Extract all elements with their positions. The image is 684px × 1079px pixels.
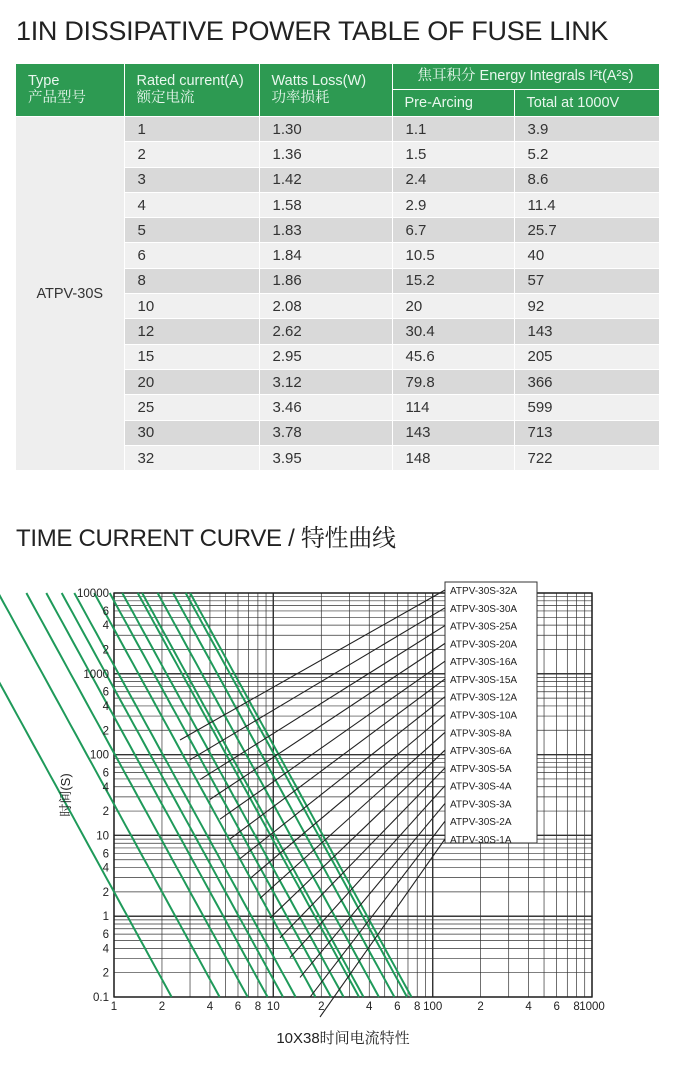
- cell-pre: 45.6: [392, 344, 514, 369]
- time-current-chart: [0, 560, 684, 1074]
- cell-loss: 3.46: [259, 395, 392, 420]
- legend-label: ATPV-30S-10A: [450, 710, 518, 722]
- cell-rated: 30: [124, 420, 259, 445]
- cell-total: 366: [514, 369, 659, 394]
- cell-pre: 1.1: [392, 117, 514, 142]
- x-tick-label: 2: [158, 1001, 166, 1013]
- y-tick-label: 4: [102, 700, 109, 713]
- cell-loss: 1.42: [259, 167, 392, 192]
- cell-loss: 1.83: [259, 218, 392, 243]
- y-tick-label: 0.1: [93, 992, 109, 1004]
- legend-leader-line: [190, 608, 445, 760]
- cell-loss: 2.62: [259, 319, 392, 344]
- legend-leader-line: [300, 803, 445, 977]
- cell-total: 5.2: [514, 142, 659, 167]
- y-tick-label: 6: [102, 848, 109, 861]
- cell-pre: 30.4: [392, 319, 514, 344]
- y-tick-label: 4: [102, 781, 109, 794]
- cell-rated: 25: [124, 395, 259, 420]
- x-tick-label: 1: [110, 1001, 118, 1013]
- cell-rated: 32: [124, 445, 259, 470]
- cell-rated: 12: [124, 319, 259, 344]
- curve-ATPV-30S-10A: [110, 593, 331, 997]
- curve-ATPV-30S-2A: [0, 593, 220, 997]
- legend-label: ATPV-30S-25A: [450, 621, 518, 633]
- cell-rated: 15: [124, 344, 259, 369]
- curve-ATPV-30S-20A: [158, 593, 379, 997]
- cell-pre: 20: [392, 294, 514, 319]
- header-pre-arcing: Pre-Arcing: [392, 90, 514, 117]
- curve-ATPV-30S-4A: [46, 593, 267, 997]
- header-energy-integrals: 焦耳积分 Energy Integrals I²t(A²s): [392, 64, 659, 90]
- header-type: Type 产品型号: [16, 64, 124, 117]
- cell-total: 11.4: [514, 192, 659, 217]
- cell-pre: 15.2: [392, 268, 514, 293]
- cell-total: 143: [514, 319, 659, 344]
- cell-loss: 1.58: [259, 192, 392, 217]
- cell-pre: 2.4: [392, 167, 514, 192]
- cell-rated: 10: [124, 294, 259, 319]
- y-tick-label: 2: [102, 644, 109, 657]
- y-axis-label: 时间(S): [58, 773, 73, 817]
- table-title: 1IN DISSIPATIVE POWER TABLE OF FUSE LINK: [16, 16, 609, 46]
- legend-label: ATPV-30S-20A: [450, 639, 518, 651]
- legend-label: ATPV-30S-4A: [450, 781, 512, 793]
- cell-loss: 3.12: [259, 369, 392, 394]
- type-cell: ATPV-30S: [16, 117, 124, 471]
- y-tick-label: 10000: [77, 588, 109, 600]
- curve-ATPV-30S-16A: [142, 593, 363, 997]
- cell-loss: 3.78: [259, 420, 392, 445]
- cell-loss: 2.95: [259, 344, 392, 369]
- header-watts-loss: Watts Loss(W) 功率损耗: [259, 64, 392, 117]
- y-tick-label: 2: [102, 886, 109, 899]
- cell-pre: 114: [392, 395, 514, 420]
- cell-rated: 6: [124, 243, 259, 268]
- cell-pre: 1.5: [392, 142, 514, 167]
- y-tick-label: 6: [102, 686, 109, 699]
- cell-rated: 8: [124, 268, 259, 293]
- y-tick-label: 4: [102, 862, 109, 875]
- x-tick-label: 4: [206, 1001, 214, 1013]
- header-total: Total at 1000V: [514, 90, 659, 117]
- table-row: [16, 117, 659, 142]
- y-tick-label: 2: [102, 967, 109, 980]
- cell-total: 92: [514, 294, 659, 319]
- x-tick-label: 10: [266, 1001, 280, 1013]
- curve-ATPV-30S-30A: [186, 593, 407, 997]
- cell-total: 722: [514, 445, 659, 470]
- legend-label: ATPV-30S-8A: [450, 728, 512, 740]
- cell-loss: 2.08: [259, 294, 392, 319]
- x-tick-label: 1000: [579, 1001, 605, 1013]
- y-tick-label: 1000: [83, 668, 109, 681]
- curve-ATPV-30S-1A: [0, 593, 172, 997]
- legend-leader-line: [230, 679, 445, 839]
- curve-ATPV-30S-32A: [190, 593, 411, 997]
- cell-pre: 148: [392, 445, 514, 470]
- y-tick-label: 10: [96, 830, 109, 843]
- x-tick-label: 8: [573, 1001, 580, 1013]
- x-tick-label: 6: [234, 1001, 242, 1013]
- x-tick-label: 4: [366, 1001, 373, 1013]
- cell-total: 599: [514, 395, 659, 420]
- x-tick-label: 6: [553, 1001, 560, 1013]
- cell-rated: 1: [124, 117, 259, 142]
- cell-pre: 79.8: [392, 369, 514, 394]
- power-table: [16, 64, 660, 471]
- x-tick-label: 8: [254, 1001, 262, 1013]
- y-tick-label: 4: [102, 620, 109, 633]
- legend-label: ATPV-30S-6A: [450, 746, 512, 758]
- curve-ATPV-30S-25A: [173, 593, 394, 997]
- y-tick-label: 6: [102, 929, 109, 942]
- cell-rated: 3: [124, 167, 259, 192]
- cell-loss: 1.36: [259, 142, 392, 167]
- header-rated-current: Rated current(A) 额定电流: [124, 64, 259, 117]
- x-tick-label: 2: [477, 1001, 484, 1013]
- cell-pre: 2.9: [392, 192, 514, 217]
- cell-total: 8.6: [514, 167, 659, 192]
- y-tick-label: 100: [89, 749, 109, 762]
- legend-label: ATPV-30S-16A: [450, 657, 518, 669]
- chart-svg: [0, 560, 684, 1074]
- cell-loss: 1.84: [259, 243, 392, 268]
- cell-total: 205: [514, 344, 659, 369]
- legend-label: ATPV-30S-15A: [450, 674, 518, 686]
- cell-pre: 143: [392, 420, 514, 445]
- legend-label: ATPV-30S-32A: [450, 586, 518, 597]
- x-tick-label: 4: [525, 1001, 532, 1013]
- cell-total: 40: [514, 243, 659, 268]
- cell-rated: 2: [124, 142, 259, 167]
- cell-loss: 1.86: [259, 268, 392, 293]
- cell-rated: 4: [124, 192, 259, 217]
- legend-label: ATPV-30S-1A: [450, 835, 512, 846]
- cell-total: 25.7: [514, 218, 659, 243]
- curve-ATPV-30S-8A: [94, 593, 315, 997]
- y-tick-label: 6: [102, 767, 109, 780]
- x-tick-label: 100: [423, 1001, 443, 1013]
- legend-label: ATPV-30S-30A: [450, 603, 518, 615]
- cell-pre: 6.7: [392, 218, 514, 243]
- legend-leader-line: [180, 590, 445, 740]
- x-tick-label: 2: [318, 1001, 325, 1013]
- cell-rated: 5: [124, 218, 259, 243]
- cell-pre: 10.5: [392, 243, 514, 268]
- x-axis-label: 10X38时间电流特性: [276, 1030, 410, 1047]
- cell-loss: 3.95: [259, 445, 392, 470]
- legend-label: ATPV-30S-12A: [450, 692, 518, 704]
- y-tick-label: 1: [102, 911, 109, 924]
- legend-label: ATPV-30S-5A: [450, 763, 512, 775]
- y-tick-label: 2: [102, 806, 109, 819]
- y-tick-label: 4: [102, 943, 109, 956]
- x-tick-label: 8: [414, 1001, 421, 1013]
- y-tick-label: 2: [102, 725, 109, 738]
- cell-total: 713: [514, 420, 659, 445]
- cell-total: 57: [514, 268, 659, 293]
- curve-ATPV-30S-5A: [62, 593, 283, 997]
- cell-rated: 20: [124, 369, 259, 394]
- curve-ATPV-30S-12A: [122, 593, 343, 997]
- chart-title: TIME CURRENT CURVE / 特性曲线: [16, 525, 396, 552]
- cell-total: 3.9: [514, 117, 659, 142]
- x-tick-label: 6: [394, 1001, 401, 1013]
- y-tick-label: 6: [102, 605, 109, 618]
- legend-label: ATPV-30S-2A: [450, 817, 512, 829]
- cell-loss: 1.30: [259, 117, 392, 142]
- legend-label: ATPV-30S-3A: [450, 799, 512, 811]
- legend-leader-line: [240, 697, 445, 859]
- legend-leader-line: [210, 643, 445, 799]
